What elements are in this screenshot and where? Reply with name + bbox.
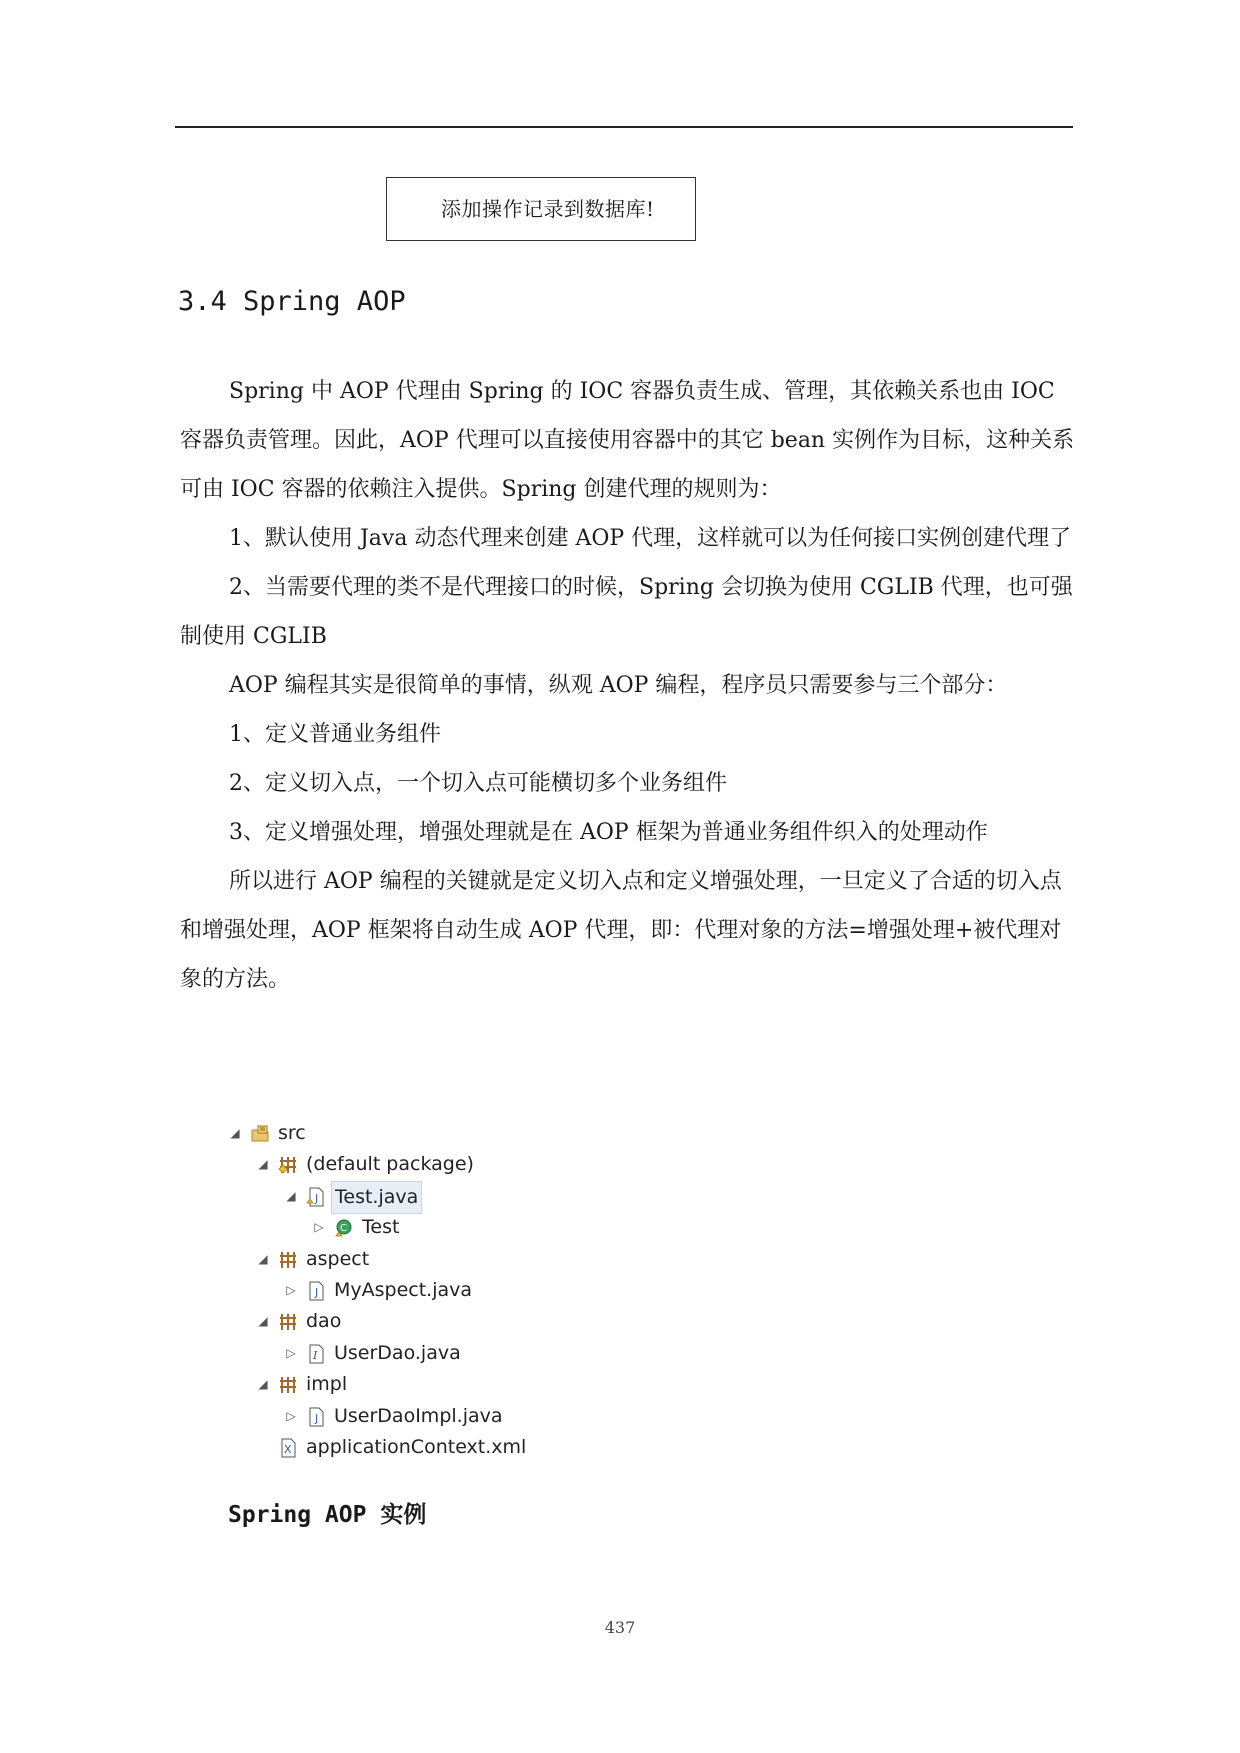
tree-item-dao[interactable] [228, 1306, 548, 1337]
class-icon [334, 1218, 354, 1238]
tree-item-userdao-java[interactable] [228, 1338, 548, 1369]
svg-text:J: J [315, 1285, 319, 1299]
paragraph: Spring 中 AOP 代理由 Spring 的 IOC 容器负责生成、管理，其依赖关系也由 IOC 容器负责管理。因此，AOP 代理可以直接使用容器中的其它 bean 实例作为目标，这种关系可由 IOC 容器的依赖注入提供。Spring 创建代理的规则为： [180, 379, 1075, 502]
tree-item-impl[interactable] [228, 1369, 548, 1400]
svg-text:C: C [340, 1223, 347, 1235]
tree-item-default-package[interactable] [228, 1149, 548, 1180]
project-explorer-tree [228, 1118, 548, 1463]
paragraph: 2、定义切入点，一个切入点可能横切多个业务组件 [229, 771, 727, 796]
expand-arrow-icon[interactable]: ◢ [258, 1314, 268, 1329]
paragraph: 2、当需要代理的类不是代理接口的时候，Spring 会切换为使用 CGLIB 代理，也可强制使用 CGLIB [180, 575, 1073, 649]
svg-text:I: I [313, 1348, 318, 1362]
collapse-arrow-icon[interactable]: ▷ [286, 1282, 296, 1297]
tree-item-myaspect-java[interactable] [228, 1275, 548, 1306]
tree-item-label: (default package) [306, 1153, 474, 1176]
interface-file-icon [306, 1344, 326, 1364]
xml-file-icon [278, 1438, 298, 1458]
java-file-icon [306, 1281, 326, 1301]
tree-item-label: impl [306, 1373, 348, 1396]
tree-item-aspect[interactable] [228, 1244, 548, 1275]
tree-item-label: src [278, 1122, 306, 1144]
tree-item-label: applicationContext.xml [306, 1435, 527, 1458]
tree-item-label: Test [362, 1216, 400, 1239]
collapse-arrow-icon[interactable]: ▷ [286, 1408, 296, 1423]
source-folder-icon [250, 1124, 270, 1144]
package-icon [278, 1375, 298, 1395]
tree-item-test-java[interactable] [228, 1181, 548, 1212]
page-number: 437 [604, 1618, 636, 1637]
package-icon [278, 1312, 298, 1332]
svg-text:J: J [315, 1411, 319, 1425]
tree-item-src[interactable] [228, 1118, 548, 1149]
tree-item-label: UserDao.java [334, 1341, 461, 1364]
tree-item-label: MyAspect.java [334, 1278, 473, 1301]
package-icon [278, 1155, 298, 1175]
tree-item-label: UserDaoImpl.java [334, 1404, 503, 1427]
section-heading: 3.4 Spring AOP [178, 286, 406, 317]
tree-item-label: dao [306, 1310, 342, 1333]
package-icon [278, 1250, 298, 1270]
expand-arrow-icon[interactable]: ◢ [230, 1126, 240, 1140]
paragraph: 3、定义增强处理，增强处理就是在 AOP 框架为普通业务组件织入的处理动作 [229, 820, 988, 845]
tree-item-label: aspect [306, 1247, 370, 1270]
tree-item-test-class[interactable] [228, 1212, 548, 1243]
header-rule [175, 126, 1073, 128]
tree-item-userdaoimpl-java[interactable] [228, 1401, 548, 1432]
paragraph: 1、默认使用 Java 动态代理来创建 AOP 代理，这样就可以为任何接口实例创建代理了 [229, 526, 1072, 551]
notice-box: 添加操作记录到数据库! [386, 177, 696, 241]
svg-text:X: X [284, 1442, 292, 1456]
collapse-arrow-icon[interactable]: ▷ [314, 1220, 324, 1235]
expand-arrow-icon[interactable]: ◢ [258, 1377, 268, 1392]
paragraph: 所以进行 AOP 编程的关键就是定义切入点和定义增强处理，一旦定义了合适的切入点和增强处理，AOP 框架将自动生成 AOP 代理，即：代理对象的方法=增强处理+被代理对象的方法。 [180, 869, 1062, 992]
expand-arrow-icon[interactable]: ◢ [258, 1157, 268, 1172]
expand-arrow-icon[interactable]: ◢ [258, 1251, 268, 1266]
java-file-icon [306, 1187, 326, 1207]
tree-item-applicationcontext-xml[interactable] [228, 1432, 548, 1463]
expand-arrow-icon[interactable]: ◢ [286, 1188, 296, 1203]
collapse-arrow-icon[interactable]: ▷ [286, 1345, 296, 1360]
paragraph: AOP 编程其实是很简单的事情，纵观 AOP 编程，程序员只需要参与三个部分： [229, 673, 1008, 698]
svg-text:J: J [315, 1191, 319, 1205]
java-file-icon [306, 1407, 326, 1427]
body-text [180, 367, 1075, 1004]
figure-caption: Spring AOP 实例 [228, 1502, 427, 1528]
tree-item-label: Test.java [331, 1181, 422, 1214]
paragraph: 1、定义普通业务组件 [229, 722, 441, 747]
